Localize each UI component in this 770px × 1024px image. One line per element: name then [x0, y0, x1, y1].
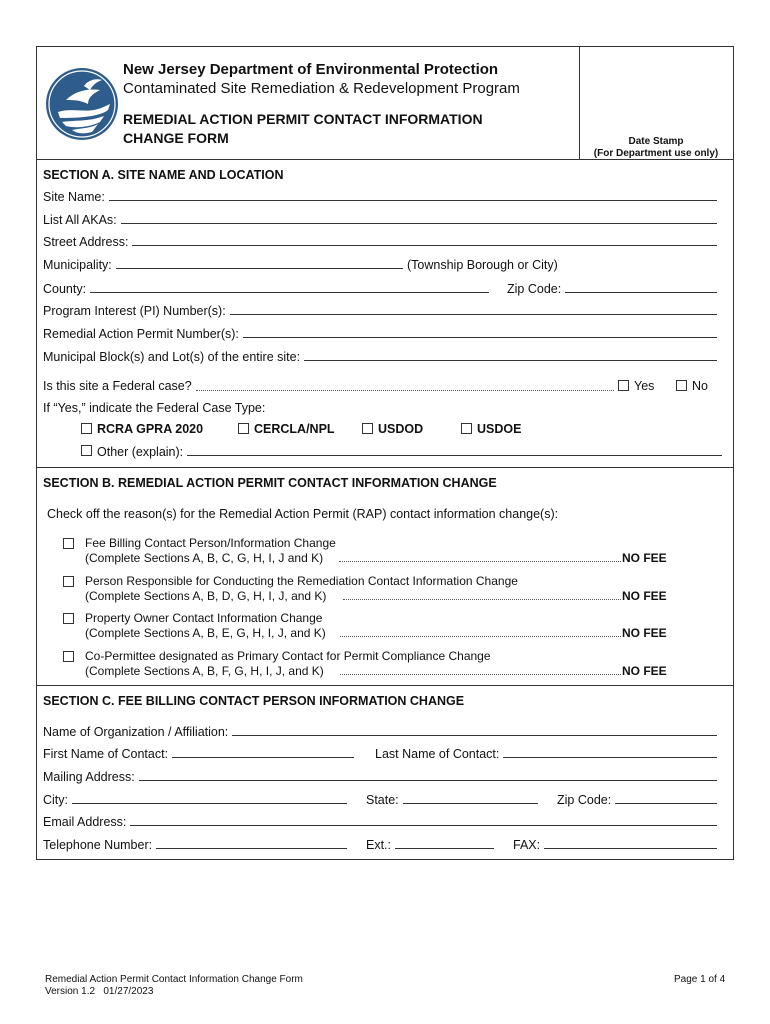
type-usdoe-option[interactable]	[461, 422, 521, 436]
type-other-checkbox[interactable]	[81, 445, 92, 456]
federal-no-option[interactable]	[676, 379, 708, 393]
reason-owner-label: Property Owner Contact Information Change	[85, 611, 323, 625]
zip-label-a: Zip Code:	[507, 282, 562, 296]
federal-question: Is this site a Federal case?	[43, 379, 192, 393]
type-usdod-option[interactable]	[362, 422, 423, 436]
reason-owner-dots	[340, 628, 621, 637]
reason-copermittee-checkbox[interactable]	[63, 650, 79, 664]
type-usdoe-checkbox[interactable]	[461, 423, 472, 434]
block-lot-line[interactable]	[304, 350, 717, 361]
rap-field[interactable]	[43, 327, 717, 341]
footer-form-name: Remedial Action Permit Contact Information Change Form	[45, 974, 303, 985]
block-lot-label: Municipal Block(s) and Lot(s) of the entire site:	[43, 350, 301, 364]
federal-yes-checkbox[interactable]	[618, 380, 629, 391]
site-name-line[interactable]	[109, 190, 717, 201]
state-field[interactable]	[366, 793, 538, 807]
email-field[interactable]	[43, 815, 717, 829]
city-label: City:	[43, 793, 68, 807]
divider-b	[36, 467, 734, 468]
reason-prcr-label: Person Responsible for Conducting the Remediation Contact Information Change	[85, 574, 518, 588]
reason-prcr-dots	[343, 591, 621, 600]
fax-label: FAX:	[513, 838, 541, 852]
form-title-line1: REMEDIAL ACTION PERMIT CONTACT INFORMATION	[123, 111, 483, 127]
street-field[interactable]	[43, 235, 717, 249]
ext-line[interactable]	[395, 838, 494, 849]
footer-version: Version 1.2 01/27/2023	[45, 986, 154, 997]
akas-line[interactable]	[121, 213, 717, 224]
program-name: Contaminated Site Remediation & Redevelopment Program	[123, 80, 520, 97]
municipality-label: Municipality:	[43, 258, 112, 272]
federal-no-checkbox[interactable]	[676, 380, 687, 391]
email-label: Email Address:	[43, 815, 127, 829]
section-b-title: SECTION B. REMEDIAL ACTION PERMIT CONTACT INFORMATION CHANGE	[43, 476, 497, 490]
email-line[interactable]	[130, 815, 717, 826]
type-cercla-option[interactable]	[238, 422, 335, 436]
pi-field[interactable]	[43, 304, 717, 318]
agency-name: New Jersey Department of Environmental Protection	[123, 61, 499, 78]
rap-label: Remedial Action Permit Number(s):	[43, 327, 239, 341]
last-name-label: Last Name of Contact:	[375, 747, 500, 761]
block-lot-field[interactable]	[43, 350, 717, 364]
reason-prcr-sub: (Complete Sections A, B, D, G, H, I, J, and K)	[85, 589, 327, 603]
form-title-line2: CHANGE FORM	[123, 130, 229, 146]
federal-yes-label: Yes	[634, 379, 655, 393]
section-c-title: SECTION C. FEE BILLING CONTACT PERSON INFORMATION CHANGE	[43, 694, 465, 708]
phone-label: Telephone Number:	[43, 838, 153, 852]
state-line[interactable]	[403, 793, 538, 804]
other-field[interactable]	[81, 445, 722, 459]
site-name-field[interactable]	[43, 190, 717, 204]
city-line[interactable]	[72, 793, 347, 804]
org-field[interactable]	[43, 725, 717, 739]
state-label: State:	[366, 793, 399, 807]
city-field[interactable]	[43, 793, 347, 807]
reason-copermittee-sub: (Complete Sections A, B, F, G, H, I, J, and K)	[85, 664, 324, 678]
rap-line[interactable]	[243, 327, 717, 338]
akas-label: List All AKAs:	[43, 213, 117, 227]
county-field[interactable]	[43, 282, 489, 296]
njdep-logo-icon	[44, 66, 120, 142]
county-line[interactable]	[90, 282, 489, 293]
divider-c	[36, 685, 734, 686]
site-name-label: Site Name:	[43, 190, 105, 204]
municipality-note: (Township Borough or City)	[407, 258, 558, 272]
type-rcra-label: RCRA GPRA 2020	[97, 422, 204, 436]
type-cercla-label: CERCLA/NPL	[254, 422, 335, 436]
reason-owner-checkbox[interactable]	[63, 612, 79, 626]
type-rcra-option[interactable]	[81, 422, 203, 436]
reason-fee-billing-dots	[339, 553, 621, 562]
ext-label: Ext.:	[366, 838, 392, 852]
date-stamp-note: (For Department use only)	[593, 148, 719, 159]
other-line[interactable]	[187, 445, 722, 456]
municipality-field[interactable]	[43, 258, 403, 272]
type-usdoe-label: USDOE	[477, 422, 522, 436]
akas-field[interactable]	[43, 213, 717, 227]
first-name-label: First Name of Contact:	[43, 747, 169, 761]
ext-field[interactable]	[366, 838, 494, 852]
pi-line[interactable]	[230, 304, 717, 315]
reason-fee-billing-checkbox[interactable]	[63, 537, 79, 551]
zip-field-a[interactable]	[507, 282, 717, 296]
footer-page: Page 1 of 4	[674, 974, 726, 985]
type-cercla-checkbox[interactable]	[238, 423, 249, 434]
federal-leader-dots	[196, 382, 614, 391]
type-usdod-checkbox[interactable]	[362, 423, 373, 434]
zip-line-a[interactable]	[565, 282, 717, 293]
type-rcra-checkbox[interactable]	[81, 423, 92, 434]
municipality-line[interactable]	[116, 258, 403, 269]
reason-copermittee-fee: NO FEE	[622, 664, 667, 678]
federal-type-label: If “Yes,” indicate the Federal Case Type:	[43, 401, 266, 415]
other-label: Other (explain):	[97, 445, 184, 459]
date-stamp-label: Date Stamp	[628, 136, 684, 147]
pi-label: Program Interest (PI) Number(s):	[43, 304, 226, 318]
reason-owner-fee: NO FEE	[622, 626, 667, 640]
zip-label-c: Zip Code:	[557, 793, 612, 807]
org-line[interactable]	[232, 725, 717, 736]
type-usdod-label: USDOD	[378, 422, 424, 436]
reason-fee-billing-sub: (Complete Sections A, B, C, G, H, I, J and K)	[85, 551, 324, 565]
zip-field-c[interactable]	[557, 793, 717, 807]
phone-line[interactable]	[156, 838, 347, 849]
federal-no-label: No	[692, 379, 708, 393]
fax-field[interactable]	[513, 838, 717, 852]
last-name-line[interactable]	[503, 747, 717, 758]
last-name-field[interactable]	[375, 747, 717, 761]
section-a-title: SECTION A. SITE NAME AND LOCATION	[43, 168, 284, 182]
phone-field[interactable]	[43, 838, 347, 852]
street-line[interactable]	[132, 235, 717, 246]
mailing-line[interactable]	[139, 770, 717, 781]
county-label: County:	[43, 282, 87, 296]
reason-fee-billing-label: Fee Billing Contact Person/Information Change	[85, 536, 336, 550]
reason-copermittee-dots	[340, 666, 621, 675]
street-label: Street Address:	[43, 235, 129, 249]
fax-line[interactable]	[544, 838, 717, 849]
mailing-label: Mailing Address:	[43, 770, 135, 784]
section-b-instruction: Check off the reason(s) for the Remedial Action Permit (RAP) contact information change(s):	[47, 507, 559, 521]
reason-copermittee-label: Co-Permittee designated as Primary Contact for Permit Compliance Change	[85, 649, 491, 663]
reason-prcr-checkbox[interactable]	[63, 575, 79, 589]
mailing-field[interactable]	[43, 770, 717, 784]
first-name-line[interactable]	[172, 747, 354, 758]
reason-owner-sub: (Complete Sections A, B, E, G, H, I, J, and K)	[85, 626, 326, 640]
federal-yes-option[interactable]	[618, 379, 654, 393]
zip-line-c[interactable]	[615, 793, 717, 804]
org-label: Name of Organization / Affiliation:	[43, 725, 229, 739]
reason-fee-billing-fee: NO FEE	[622, 551, 667, 565]
first-name-field[interactable]	[43, 747, 354, 761]
reason-prcr-fee: NO FEE	[622, 589, 667, 603]
